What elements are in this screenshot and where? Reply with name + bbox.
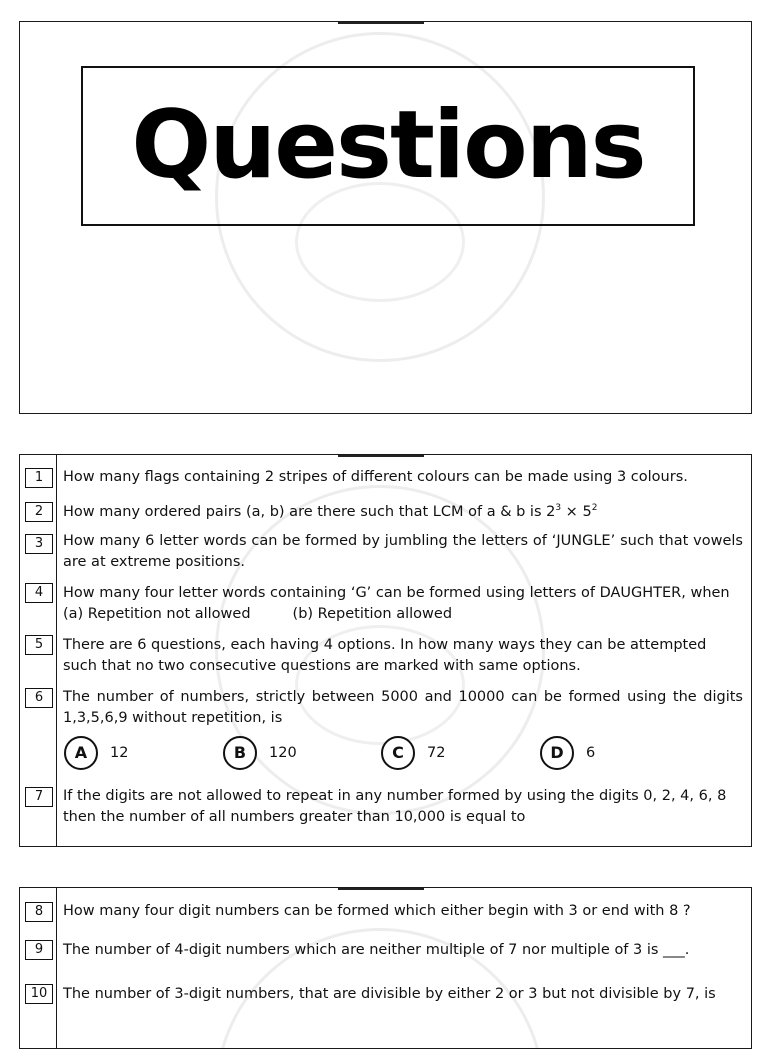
question-text: The number of 3-digit numbers, that are divisible by either 2 or 3 but not divisible by 7, is — [63, 986, 716, 1002]
questions-slide-2 — [19, 887, 752, 1049]
math-times: × — [561, 504, 583, 520]
question-number: 6 — [25, 688, 53, 708]
page-title: Questions — [131, 91, 645, 200]
math-exponent: 3 — [555, 503, 562, 514]
question-text: There are 6 questions, each having 4 options. In how many ways they can be attempted such that no two consecutive questions are marked with same options. — [63, 637, 707, 674]
option-value: 120 — [269, 745, 297, 761]
question-number: 7 — [25, 787, 53, 807]
question-number: 5 — [25, 635, 53, 655]
column-divider — [56, 455, 57, 846]
question-number: 8 — [25, 902, 53, 922]
question-text: How many four digit numbers can be formed which either begin with 3 or end with 8 ? — [63, 903, 691, 919]
question-number: 10 — [25, 984, 53, 1004]
option-letter: A — [64, 736, 98, 770]
question-number: 1 — [25, 468, 53, 488]
question-stem: How many four letter words containing ‘G’ can be formed using letters of DAUGHTER, when — [63, 585, 730, 601]
option-value: 6 — [586, 745, 596, 761]
option-value: 12 — [110, 745, 129, 761]
slide-divider-mark — [338, 455, 424, 457]
question-text: The number of 4-digit numbers which are neither multiple of 7 nor multiple of 3 is ___. — [63, 942, 690, 958]
option-value: 72 — [427, 745, 446, 761]
question-text: How many flags containing 2 stripes of different colours can be made using 3 colours. — [63, 469, 688, 485]
questions-slide-1 — [19, 454, 752, 847]
question-text: How many 6 letter words can be formed by jumbling the letters of ‘JUNGLE’ such that vowels are at extreme positions. — [63, 533, 743, 570]
option-letter: C — [381, 736, 415, 770]
question-text: The number of numbers, strictly between 5000 and 10000 can be formed using the digits 1,3,5,6,9 without repetition, is — [63, 689, 743, 726]
slide-divider-mark — [338, 22, 424, 24]
question-text — [63, 502, 743, 523]
question-number: 3 — [25, 534, 53, 554]
question-text: If the digits are not allowed to repeat in any number formed by using the digits 0, 2, 4, 6, 8 then the number of all numbers greater than 10,000 is equal to — [63, 788, 727, 825]
question-number: 4 — [25, 583, 53, 603]
title-box — [81, 66, 695, 226]
math-exponent: 2 — [591, 503, 598, 514]
question-number: 2 — [25, 502, 53, 522]
option-letter: B — [223, 736, 257, 770]
slide-divider-mark — [338, 888, 424, 890]
question-parts — [63, 604, 743, 625]
question-number: 9 — [25, 940, 53, 960]
question-text-part: How many ordered pairs (a, b) are there such that LCM of a & b is — [63, 504, 547, 520]
math-base: 2 — [546, 504, 556, 520]
column-divider — [56, 888, 57, 1048]
part-b: (b) Repetition allowed — [292, 606, 453, 622]
part-a: (a) Repetition not allowed — [63, 606, 251, 622]
title-slide — [19, 21, 752, 414]
option-letter: D — [540, 736, 574, 770]
question-text — [63, 583, 743, 625]
math-base: 5 — [582, 504, 592, 520]
